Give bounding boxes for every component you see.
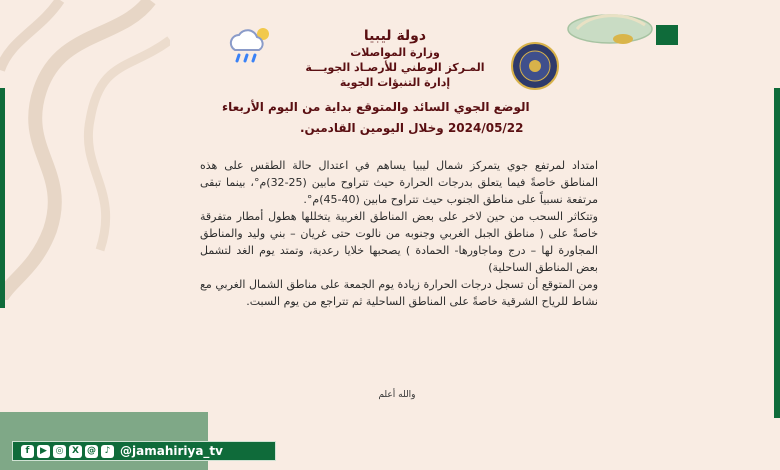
social-handle: @jamahiriya_tv [120, 444, 223, 458]
social-bar [12, 441, 276, 461]
paragraph-2: وتتكاثر السحب من حين لاخر على بعض المناطق الغربية يتخللها هطول أمطار متفرقة خاصةً على ( مناطق الجبل الغربي وجنوبه من نالوت حتى غريان – بني وليد والمناطق المجاورة لها – درج وماجاورها- الحمادة ) يصحبها خلايا رعدية، وتمتد يوم الغد لتشمل بعض المناطق الساحلية) [200, 210, 598, 274]
paragraph-1: امتداد لمرتفع جوي يتمركز شمال ليبيا يساهم في اعتدال حالة الطقس على هذه المناطق خاصةً فيما يتعلق بدرجات الحرارة حيث تتراوح مابين (25-32)م°، بينما تبقى مرتفعة نسبياً على مناطق الجنوب حيث تتراوح مابين (40-45)م°. [200, 159, 599, 206]
right-green-bar [774, 88, 780, 418]
paragraph-3: ومن المتوقع أن تسجل درجات الحرارة زيادة يوم الجمعة على مناطق الشمال الغربي مع نشاط للرياح الشرقية خاصةً على المناطق الساحلية ثم تتراجع من يوم السبت. [200, 278, 598, 308]
ministry-name: وزارة المواصلات [350, 46, 440, 59]
facebook-icon: f [21, 445, 34, 458]
instagram-icon: ◎ [53, 445, 66, 458]
header-block [270, 28, 520, 90]
forecast-body [200, 157, 598, 310]
x-icon: X [69, 445, 82, 458]
threads-icon: @ [87, 445, 96, 456]
headline-line-1: الوضع الجوي السائد والمتوقع بداية من اليوم الأربعاء [222, 100, 530, 114]
decorative-swirl [0, 0, 170, 300]
department-name: إدارة التنبؤات الجوية [339, 76, 451, 89]
signoff: والله أعلم [378, 390, 416, 400]
tiktok-icon: ♪ [101, 445, 114, 458]
youtube-icon: ▶ [37, 445, 50, 458]
rain-cloud-icon [225, 24, 273, 66]
headline-line-2: 2024/05/22 وخلال اليومين القادمين. [300, 121, 524, 135]
center-name: المـركز الوطني للأرصـاد الجويـــة [305, 61, 485, 74]
left-green-bar [0, 88, 5, 308]
country-name: دولة ليبيا [363, 28, 427, 44]
logo-green-square [656, 25, 678, 45]
